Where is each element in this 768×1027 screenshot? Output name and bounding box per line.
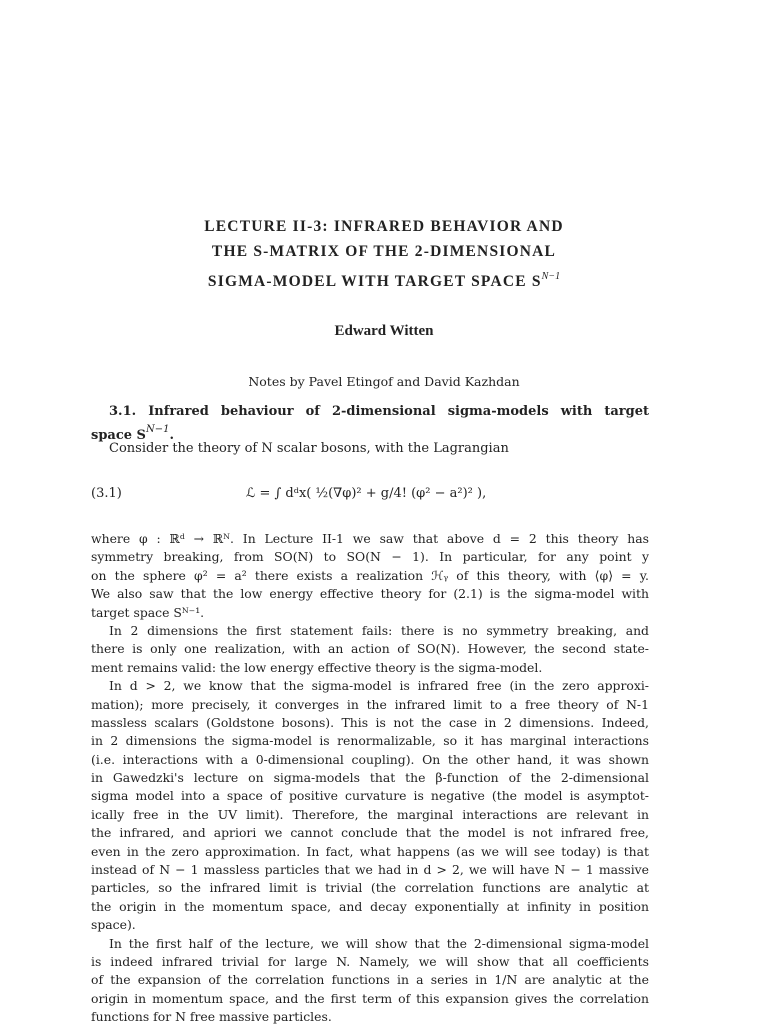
section-heading xyxy=(91,403,649,458)
paragraph-line: target space Sᴺ⁻¹. xyxy=(91,604,205,620)
section-heading-end: . xyxy=(169,428,174,444)
paragraph-line: sigma model into a space of positive curvature is negative (the model is asymptot- xyxy=(91,788,649,804)
title-line-1: LECTURE II-3: INFRARED BEHAVIOR AND xyxy=(204,218,564,235)
paragraph-line: massless scalars (Goldstone bosons). This is not the case in 2 dimensions. Indeed, xyxy=(91,714,649,730)
paragraph-line: In d > 2, we know that the sigma-model is infrared free (in the zero approxi- xyxy=(109,678,649,694)
section-heading-superscript: N−1 xyxy=(145,424,170,436)
paragraph-line: mation); more precisely, it converges in the infrared limit to a free theory of N-1 xyxy=(91,696,649,712)
paragraph-line: We also saw that the low energy effective theory for (2.1) is the sigma-model with xyxy=(91,586,649,602)
paragraph-line: space). xyxy=(91,917,136,933)
body-text xyxy=(91,530,649,1027)
notes-credit: Notes by Pavel Etingof and David Kazhdan xyxy=(248,374,520,389)
paragraph-line: (i.e. interactions with a 0-dimensional coupling). On the other hand, it was shown xyxy=(91,751,649,767)
paragraph-line: In 2 dimensions the first statement fails: there is no symmetry breaking, and xyxy=(109,622,649,638)
paragraph-line: on the sphere φ² = a² there exists a realization ℋᵧ of this theory, with ⟨φ⟩ = y. xyxy=(91,567,649,583)
paragraph-2 xyxy=(91,622,649,677)
equation-3-1 xyxy=(91,478,649,512)
author-name: Edward Witten xyxy=(334,323,434,339)
intro-line: Consider the theory of N scalar bosons, with the Lagrangian xyxy=(109,440,509,456)
title-line-3 xyxy=(0,264,768,289)
title-superscript: N−1 xyxy=(541,271,561,282)
paper-title xyxy=(0,214,768,289)
paragraph-line: instead of N − 1 massless particles that we had in d > 2, we will have N − 1 massive xyxy=(91,862,649,878)
paragraph-3 xyxy=(91,677,649,934)
paragraph-line: where φ : ℝᵈ → ℝᴺ. In Lecture II-1 we saw that above d = 2 this theory has xyxy=(91,531,649,546)
title-line-3-text: SIGMA-MODEL WITH TARGET SPACE S xyxy=(207,273,542,290)
paragraph-line: is indeed infrared trivial for large N. Namely, we will show that all coefficients xyxy=(91,953,649,969)
paragraph-line: origin in momentum space, and the first term of this expansion gives the correlation xyxy=(91,990,649,1006)
paragraph-line: particles, so the infrared limit is trivial (the correlation functions are analytic at xyxy=(91,880,649,896)
paragraph-line: ically free in the UV limit). Therefore, the marginal interactions are relevant in xyxy=(91,806,649,822)
paragraph-line: even in the zero approximation. In fact, what happens (as we will see today) is that xyxy=(91,843,649,859)
paragraph-line: in Gawedzki's lecture on sigma-models that the β-function of the 2-dimensional xyxy=(91,770,649,786)
paragraph-line: of the expansion of the correlation functions in a series in 1/N are analytic at the xyxy=(91,972,649,988)
title-line-2: THE S-MATRIX OF THE 2-DIMENSIONAL xyxy=(211,243,557,260)
paragraph-line: In the first half of the lecture, we will show that the 2-dimensional sigma-model xyxy=(109,935,649,951)
paragraph-line: ment remains valid: the low energy effective theory is the sigma-model. xyxy=(91,659,543,675)
paragraph-line: symmetry breaking, from SO(N) to SO(N − 1). In particular, for any point y xyxy=(91,549,649,565)
section-heading-cont: space S xyxy=(91,428,146,444)
paragraph-4 xyxy=(91,935,649,1027)
section-heading-line-1: 3.1. Infrared behaviour of 2-dimensional sigma-models with target xyxy=(109,404,649,419)
paragraph-line: functions for N free massive particles. xyxy=(91,1009,332,1025)
paragraph-line: there is only one realization, with an action of SO(N). However, the second state- xyxy=(91,641,649,657)
paragraph-line: in 2 dimensions the sigma-model is renormalizable, so it has marginal interactions xyxy=(91,733,649,749)
equation-number: (3.1) xyxy=(91,486,122,501)
section-heading-line-2 xyxy=(91,421,649,444)
equation-body: ℒ = ∫ dᵈx( ½(∇φ)² + g/4! (φ² − a²)² ), xyxy=(246,486,487,501)
paragraph-line: the infrared, and apriori we cannot conclude that the model is not infrared free, xyxy=(91,825,649,841)
paragraph-1 xyxy=(91,530,649,622)
paragraph-line: the origin in the momentum space, and decay exponentially at infinity in position xyxy=(91,898,649,914)
